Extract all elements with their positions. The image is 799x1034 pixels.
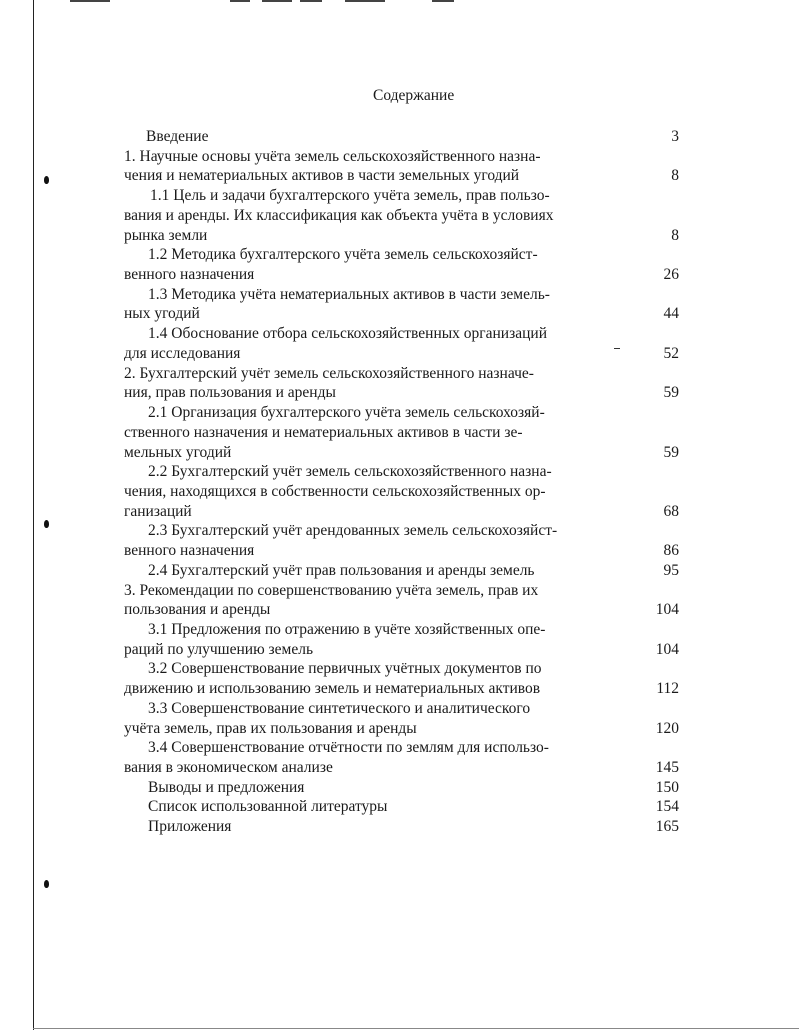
scan-mark [70,0,110,2]
toc-page-number: 59 [663,443,679,461]
toc-line: 3.2 Совершенствование первичных учётных документов по [148,660,542,678]
toc-line: 2.3 Бухгалтерский учёт арендованных земель сельскохозяйст- [148,522,558,540]
toc-page-number: 120 [655,719,679,737]
toc-line: вания в экономическом анализе [124,759,333,777]
toc-page-number: 95 [663,561,679,579]
toc-line: ственного назначения и нематериальных активов в части зе- [124,423,523,441]
toc-line: 3.3 Совершенствование синтетического и аналитического [148,699,531,717]
toc-line: 1.1 Цель и задачи бухгалтерского учёта земель, прав пользо- [150,187,550,205]
toc-page-number: 104 [655,601,679,619]
page-title: Содержание [373,87,455,104]
toc-line: Приложения [148,818,232,836]
toc-page-number: 112 [656,680,679,698]
toc-line: ганизаций [124,502,192,520]
scan-mark [432,0,454,2]
toc-line: Введение [146,128,209,145]
toc-page-number: 26 [663,266,679,284]
toc-line: 3. Рекомендации по совершенствованию учёта земель, прав их [124,581,539,599]
toc-page-number: 150 [655,778,679,796]
toc-line: чения и нематериальных активов в части земельных угодий [124,167,520,185]
scan-edge-bottom [33,1028,799,1029]
toc-line: 2.2 Бухгалтерский учёт земель сельскохозяйственного назна- [148,463,552,481]
scan-mark [300,0,322,2]
toc-page-number: 68 [663,502,679,520]
toc-page-number: 8 [671,167,679,185]
toc-page-number: 145 [655,759,679,777]
toc-page-number: 52 [663,344,679,362]
toc-page-number: 8 [671,226,679,244]
toc-line: Выводы и предложения [148,778,305,796]
toc-page-number: 154 [655,798,679,816]
toc-line: венного назначения [124,266,255,284]
toc-line: мельных угодий [124,443,232,461]
toc-line: учёта земель, прав их пользования и аренды [124,719,417,737]
toc-line: пользования и аренды [124,601,271,619]
toc-line: чения, находящихся в собственности сельскохозяйственных ор- [124,482,546,500]
binder-hole-mark [44,880,49,888]
toc-line: венного назначения [124,542,255,560]
toc-page-number: 104 [655,640,679,658]
toc-line: 2.4 Бухгалтерский учёт прав пользования и аренды земель [148,561,535,579]
scan-edge-left [33,0,34,1030]
toc-line: ния, прав пользования и аренды [124,384,336,402]
binder-hole-mark [44,176,49,184]
toc-line: рынка земли [124,226,208,244]
toc-line: раций по улучшению земель [124,640,314,658]
toc-line: ных угодий [124,305,200,323]
binder-hole-mark [44,520,49,528]
toc-page-number: 165 [655,818,679,836]
toc-page-number: 86 [663,542,679,560]
toc-line: 3.1 Предложения по отражению в учёте хозяйственных опе- [148,621,546,638]
toc-line: 3.4 Совершенствование отчётности по землям для использо- [148,739,549,757]
toc-page-number: 3 [671,128,679,145]
toc-line: 1.2 Методика бухгалтерского учёта земель сельскохозяйст- [148,246,538,264]
scan-mark [345,0,385,2]
toc-page-number: 44 [663,305,679,323]
toc-page-number: 59 [663,384,679,402]
scan-mark [262,0,292,2]
toc-line: 1. Научные основы учёта земель сельскохозяйственного назна- [124,147,541,165]
toc-line: движению и использованию земель и нематериальных активов [124,680,541,698]
toc-line: для исследования [124,344,241,362]
toc-line: 1.4 Обоснование отбора сельскохозяйственных организаций [148,325,547,343]
toc-line: 2. Бухгалтерский учёт земель сельскохозяйственного назначе- [124,364,534,382]
toc-line: 1.3 Методика учёта нематериальных активов в части земель- [148,285,550,303]
toc-line: вания и аренды. Их классификация как объекта учёта в условиях [124,206,554,224]
toc-line: Список использованной литературы [148,798,388,816]
toc-line: 2.1 Организация бухгалтерского учёта земель сельскохозяй- [148,404,545,422]
scan-mark [230,0,250,2]
